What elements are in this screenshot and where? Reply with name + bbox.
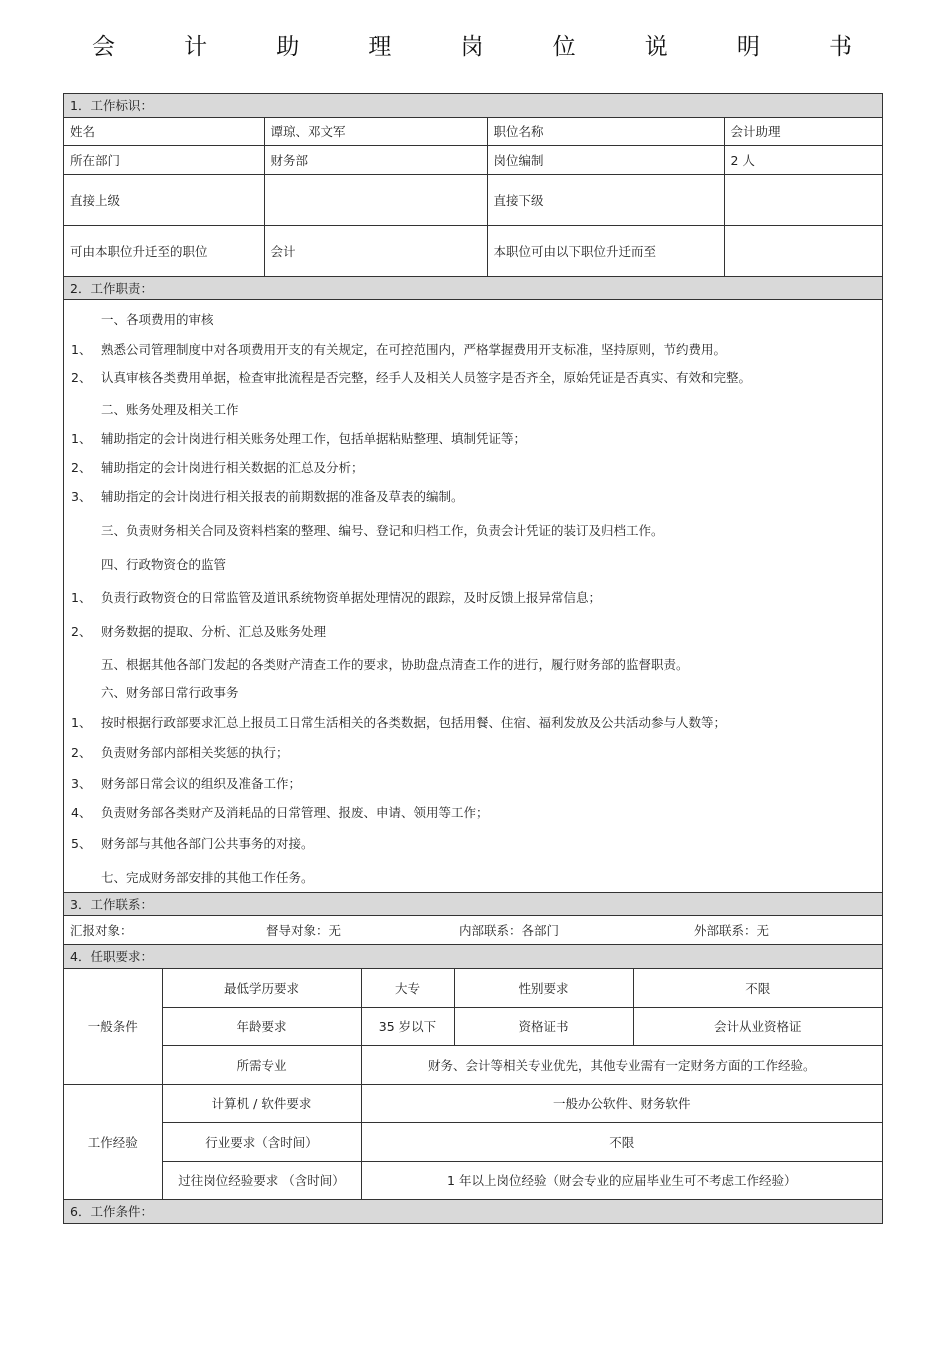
duty-line: 1、 负责行政物资仓的日常监管及道讯系统物资单据处理情况的跟踪，及时反馈上报异常信息； bbox=[71, 590, 602, 605]
title-char: 明 bbox=[736, 34, 760, 60]
internal-contact: 内部联系：各部门 bbox=[459, 923, 560, 938]
age-value: 35 岁以下 bbox=[361, 1007, 454, 1045]
title-char: 说 bbox=[644, 34, 668, 60]
title-char: 书 bbox=[829, 34, 852, 60]
name-label: 姓名 bbox=[64, 118, 264, 145]
superior-value bbox=[264, 174, 487, 225]
duty-line: 2、 负责财务部内部相关奖惩的执行； bbox=[71, 745, 289, 760]
gender-label: 性别要求 bbox=[454, 969, 633, 1007]
duty-line: 2、 辅助指定的会计岗进行相关数据的汇总及分析； bbox=[71, 460, 364, 475]
subordinate-value bbox=[724, 174, 882, 225]
title-char: 助 bbox=[276, 34, 300, 60]
subordinate-label: 直接下级 bbox=[487, 174, 724, 225]
duty-line: 六、财务部日常行政事务 bbox=[101, 685, 239, 700]
age-label: 年龄要求 bbox=[162, 1007, 361, 1045]
work-experience-label: 工作经验 bbox=[64, 1084, 162, 1199]
name-value: 谭琼、邓文军 bbox=[264, 118, 487, 145]
identity-table bbox=[64, 118, 882, 276]
duty-line: 1、 按时根据行政部要求汇总上报员工日常生活相关的各类数据，包括用餐、住宿、福利发放及公共活动参与人数等； bbox=[71, 715, 727, 730]
position-value: 会计助理 bbox=[724, 118, 882, 145]
title-char: 计 bbox=[184, 34, 208, 60]
duty-line: 七、完成财务部安排的其他工作任务。 bbox=[101, 870, 314, 885]
cert-label: 资格证书 bbox=[454, 1007, 633, 1045]
general-conditions-label: 一般条件 bbox=[64, 969, 162, 1084]
superior-label: 直接上级 bbox=[64, 174, 264, 225]
section-header-identity: 1．工作标识： bbox=[64, 94, 882, 118]
section-header-conditions: 6．工作条件： bbox=[64, 1199, 882, 1223]
contacts-row bbox=[64, 916, 882, 945]
duty-line: 3、 财务部日常会议的组织及准备工作； bbox=[71, 776, 302, 791]
title-char: 岗 bbox=[460, 34, 484, 60]
edu-label: 最低学历要求 bbox=[162, 969, 361, 1007]
major-value: 财务、会计等相关专业优先，其他专业需有一定财务方面的工作经验。 bbox=[361, 1045, 882, 1084]
duty-line: 4、 负责财务部各类财产及消耗品的日常管理、报废、申请、领用等工作； bbox=[71, 805, 489, 820]
headcount-value: 2 人 bbox=[724, 145, 882, 174]
dept-value: 财务部 bbox=[264, 145, 487, 174]
past-exp-value: 1 年以上岗位经验（财会专业的应届毕业生可不考虑工作经验） bbox=[361, 1161, 882, 1199]
supervise: 督导对象：无 bbox=[266, 923, 342, 938]
cert-value: 会计从业资格证 bbox=[633, 1007, 882, 1045]
section-header-duties: 2．工作职责： bbox=[64, 276, 882, 300]
past-exp-label: 过往岗位经验要求 （含时间） bbox=[162, 1161, 361, 1199]
industry-value: 不限 bbox=[361, 1122, 882, 1161]
duty-line: 一、各项费用的审核 bbox=[101, 312, 214, 327]
requirements-table bbox=[64, 969, 882, 1199]
job-description-form bbox=[63, 93, 883, 1224]
duty-line: 1、 辅助指定的会计岗进行相关账务处理工作，包括单据粘贴整理、填制凭证等； bbox=[71, 431, 527, 446]
gender-value: 不限 bbox=[633, 969, 882, 1007]
duty-line: 5、 财务部与其他各部门公共事务的对接。 bbox=[71, 836, 314, 851]
industry-label: 行业要求（含时间） bbox=[162, 1122, 361, 1161]
promote-from-value bbox=[724, 225, 882, 276]
dept-label: 所在部门 bbox=[64, 145, 264, 174]
duty-line: 四、行政物资仓的监管 bbox=[101, 557, 227, 572]
duty-line: 2、 认真审核各类费用单据，检查审批流程是否完整，经手人及相关人员签字是否齐全，原始凭证是否真实、有效和完整。 bbox=[71, 370, 752, 385]
headcount-label: 岗位编制 bbox=[487, 145, 724, 174]
duty-line: 二、账务处理及相关工作 bbox=[101, 402, 239, 417]
external-contact: 外部联系：无 bbox=[694, 923, 770, 938]
section-header-requirements: 4．任职要求： bbox=[64, 945, 882, 969]
title-char: 位 bbox=[552, 34, 576, 60]
duty-line: 3、 辅助指定的会计岗进行相关报表的前期数据的准备及草表的编制。 bbox=[71, 489, 464, 504]
duty-line: 三、负责财务相关合同及资料档案的整理、编号、登记和归档工作，负责会计凭证的装订及归档工作。 bbox=[101, 523, 664, 538]
edu-value: 大专 bbox=[361, 969, 454, 1007]
duties-list bbox=[64, 300, 882, 892]
promote-from-label: 本职位可由以下职位升迁而至 bbox=[487, 225, 724, 276]
promote-to-label: 可由本职位升迁至的职位 bbox=[64, 225, 264, 276]
title-char: 会 bbox=[92, 34, 115, 60]
position-label: 职位名称 bbox=[487, 118, 724, 145]
page-title bbox=[92, 28, 852, 58]
duty-line: 1、 熟悉公司管理制度中对各项费用开支的有关规定，在可控范围内，严格掌握费用开支标准，坚持原则，节约费用。 bbox=[71, 342, 727, 357]
duty-line: 五、根据其他各部门发起的各类财产清查工作的要求，协助盘点清查工作的进行，履行财务部的监督职责。 bbox=[101, 657, 689, 672]
promote-to-value: 会计 bbox=[264, 225, 487, 276]
title-char: 理 bbox=[368, 34, 392, 60]
report-to: 汇报对象： bbox=[70, 923, 133, 938]
computer-label: 计算机 / 软件要求 bbox=[162, 1084, 361, 1122]
computer-value: 一般办公软件、财务软件 bbox=[361, 1084, 882, 1122]
major-label: 所需专业 bbox=[162, 1045, 361, 1084]
duty-line: 2、 财务数据的提取、分析、汇总及账务处理 bbox=[71, 624, 327, 639]
section-header-contacts: 3．工作联系： bbox=[64, 892, 882, 916]
